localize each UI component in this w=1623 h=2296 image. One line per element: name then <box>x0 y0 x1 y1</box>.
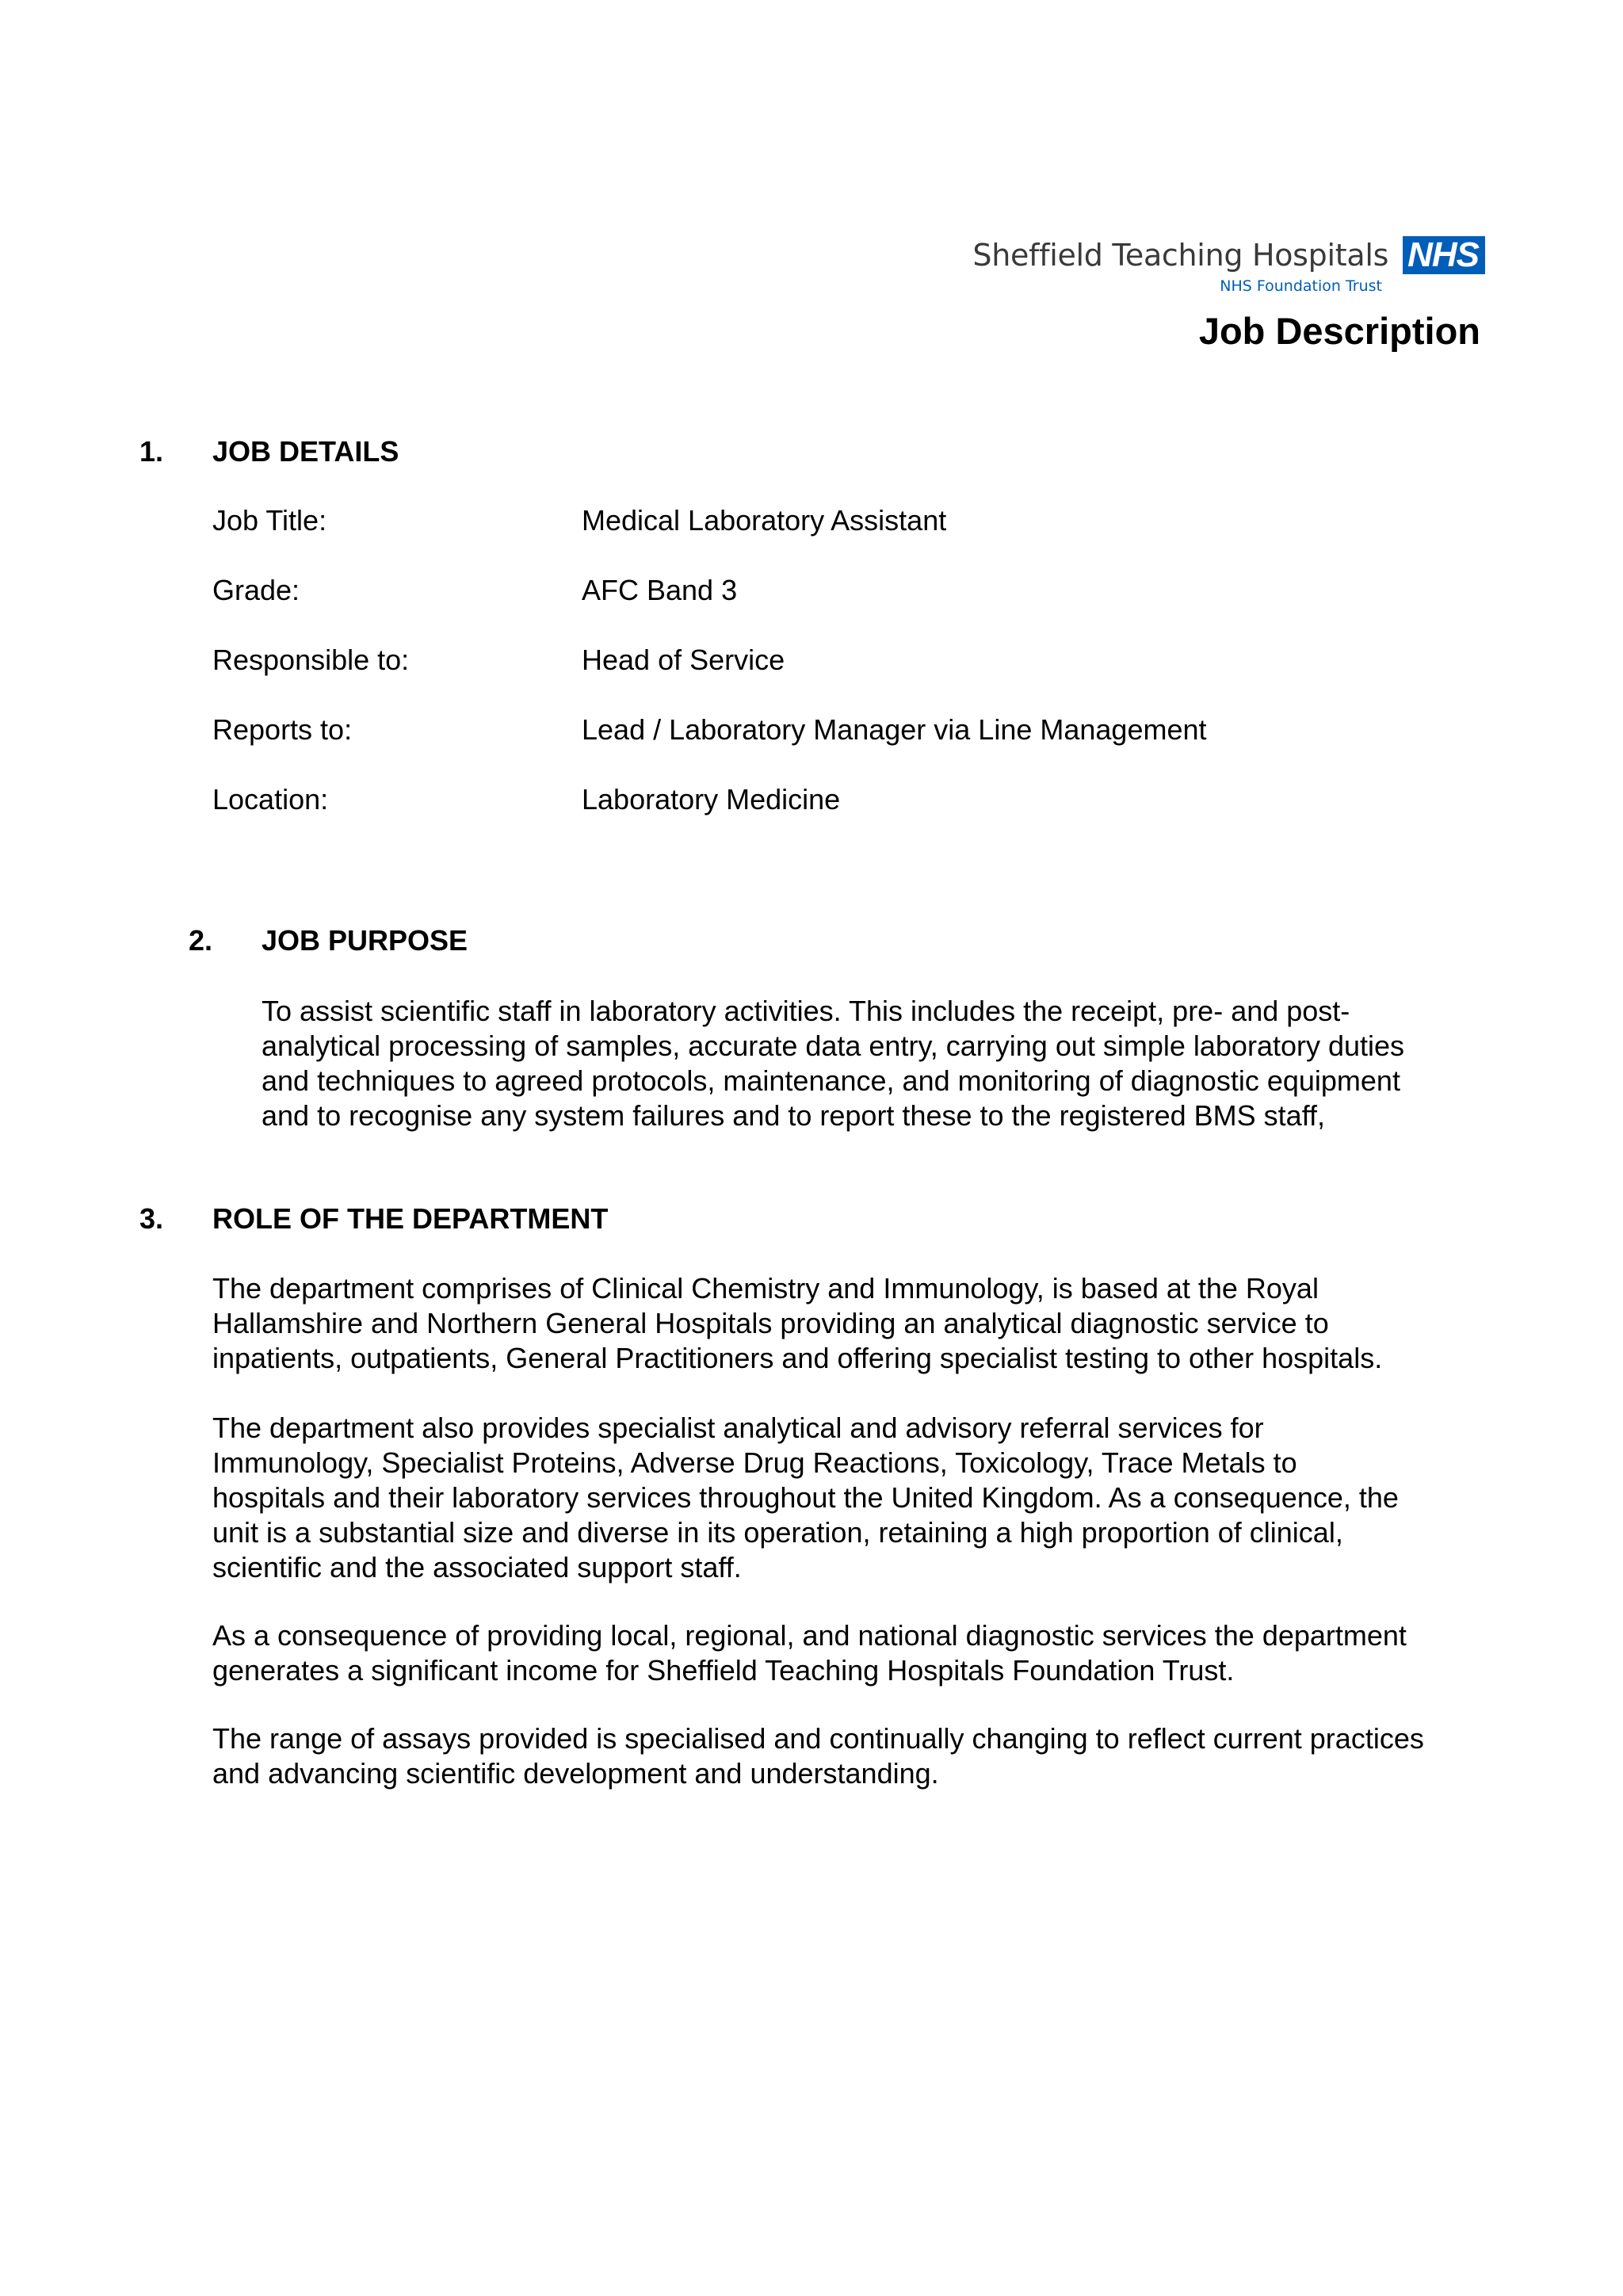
detail-key: Responsible to: <box>212 644 410 676</box>
role-paragraph-2 <box>212 1411 1575 1585</box>
detail-value: Head of Service <box>582 644 785 676</box>
section-2-number: 2. <box>189 924 213 957</box>
detail-key: Reports to: <box>212 713 353 746</box>
detail-row-grade <box>212 574 1480 644</box>
detail-value: Medical Laboratory Assistant <box>582 504 947 537</box>
paragraph-line: As a consequence of providing local, regional, and national diagnostic services the department <box>212 1619 1407 1652</box>
detail-row-job-title <box>212 504 1480 574</box>
document-title: Job Description <box>1198 310 1480 352</box>
paragraph-line: hospitals and their laboratory services throughout the United Kingdom. As a consequence, the <box>212 1481 1399 1514</box>
detail-value: AFC Band 3 <box>582 574 738 606</box>
section-2-title: JOB PURPOSE <box>262 924 468 957</box>
detail-value: Laboratory Medicine <box>582 783 841 816</box>
paragraph-line: analytical processing of samples, accurate data entry, carrying out simple laboratory duties <box>262 1030 1405 1062</box>
paragraph-line: and advancing scientific development and understanding. <box>212 1757 939 1790</box>
paragraph-line: The department also provides specialist analytical and advisory referral services for <box>212 1412 1264 1444</box>
detail-key: Location: <box>212 783 329 816</box>
paragraph-line: Immunology, Specialist Proteins, Adverse Drug Reactions, Toxicology, Trace Metals to <box>212 1446 1297 1479</box>
role-paragraph-4 <box>212 1721 1591 1791</box>
job-purpose-paragraph <box>262 994 1545 1133</box>
logo-trust-name: NHS Foundation Trust <box>1220 277 1382 295</box>
section-3-number: 3. <box>139 1202 164 1235</box>
section-1-title: JOB DETAILS <box>212 435 399 468</box>
paragraph-line: unit is a substantial size and diverse in its operation, retaining a high proportion of clinical, <box>212 1516 1343 1549</box>
detail-value: Lead / Laboratory Manager via Line Management <box>582 713 1207 746</box>
paragraph-line: The department comprises of Clinical Chemistry and Immunology, is based at the Royal <box>212 1272 1319 1305</box>
role-paragraph-1 <box>212 1271 1575 1376</box>
section-3-title: ROLE OF THE DEPARTMENT <box>212 1202 609 1235</box>
paragraph-line: and to recognise any system failures and to report these to the registered BMS staff, <box>262 1099 1326 1132</box>
nhs-logo-mark: NHS <box>1403 236 1485 274</box>
paragraph-line: and techniques to agreed protocols, maintenance, and monitoring of diagnostic equipment <box>262 1064 1400 1097</box>
paragraph-line: The range of assays provided is specialised and continually changing to reflect current practices <box>212 1722 1424 1755</box>
detail-key: Grade: <box>212 574 300 606</box>
paragraph-line: inpatients, outpatients, General Practitioners and offering specialist testing to other hospitals. <box>212 1342 1383 1374</box>
paragraph-line: scientific and the associated support staff. <box>212 1551 742 1584</box>
paragraph-line: Hallamshire and Northern General Hospitals providing an analytical diagnostic service to <box>212 1307 1329 1339</box>
logo-org-name: Sheffield Teaching Hospitals <box>972 238 1389 273</box>
detail-row-location <box>212 783 1480 853</box>
job-details-list <box>212 504 1480 853</box>
detail-row-responsible-to <box>212 644 1480 713</box>
detail-key: Job Title: <box>212 504 327 537</box>
role-paragraph-3 <box>212 1618 1575 1688</box>
logo-row <box>972 236 1485 274</box>
trust-logo <box>972 236 1485 295</box>
section-1-number: 1. <box>139 435 164 468</box>
paragraph-line: generates a significant income for Sheffield Teaching Hospitals Foundation Trust. <box>212 1654 1235 1687</box>
paragraph-line: To assist scientific staff in laboratory activities. This includes the receipt, pre- and post- <box>262 995 1350 1027</box>
detail-row-reports-to <box>212 713 1480 783</box>
